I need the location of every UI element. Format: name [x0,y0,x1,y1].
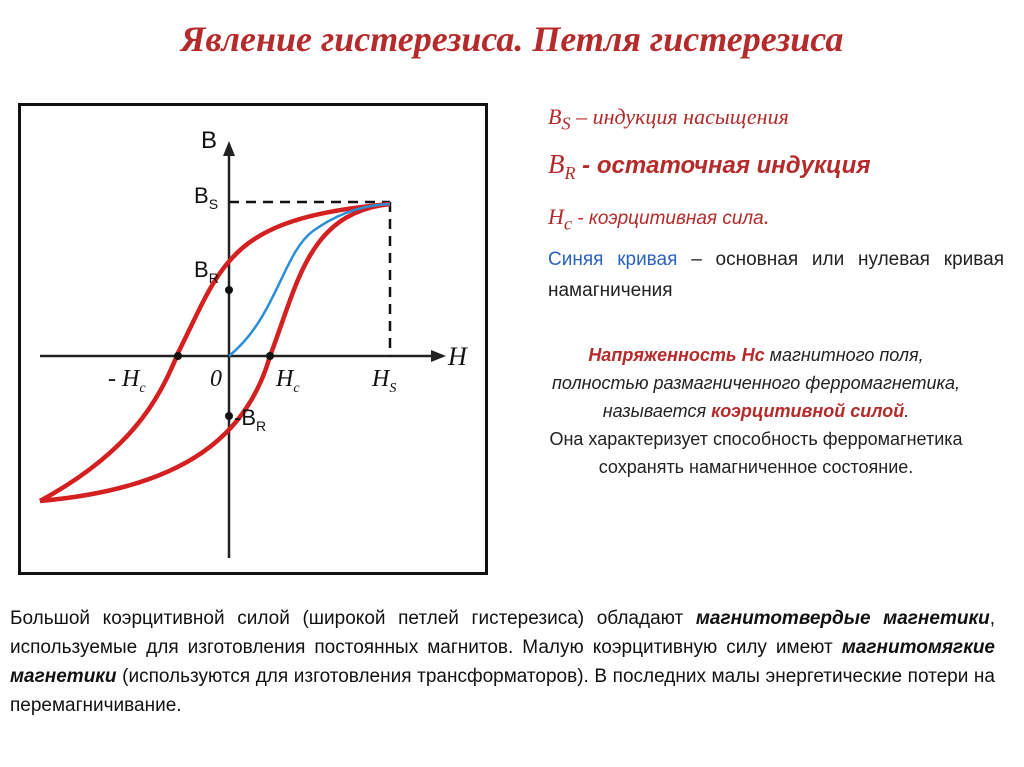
origin-label: 0 [210,366,222,392]
slide-title: Явление гистерезиса. Петля гистерезиса [180,19,844,59]
coercive-lead: Напряженность Hc [588,345,765,365]
br-point [225,286,233,294]
hc-point [266,352,274,360]
neg-br-label: $-B_R$ [234,405,267,434]
initial-magnetization-curve [229,204,390,356]
legend-br: $B_R$ - остаточная индукция [548,149,871,183]
legend-hc: $H_c$ - коэрцитивная сила. [548,204,770,234]
hs-label: $H_S$ [372,366,397,396]
neg-br-point [225,412,233,420]
hysteresis-loop-lower-branch [40,204,390,501]
diagram-frame [20,105,487,574]
br-label: $B_R$ [194,257,219,286]
hysteresis-loop-upper-branch [40,204,390,501]
initial-curve-note: Синяя кривая – основная или нулевая кривая намагничения [548,249,1004,301]
neg-hc-point [174,352,182,360]
hysteresis-diagram [18,103,488,575]
soft-magnets-term: магнитомягкие магнетики [10,637,995,687]
coercive-force-definition: Напряженность Hc магнитного поля, полностью размагниченного ферромагнетика, называется коэрцитивной силой. Она характеризует способность ферромагнетика сохранять намагниченное состояние. [549,345,963,477]
coercive-term: коэрцитивной силой [711,401,905,421]
h-axis-label: H [448,342,467,371]
legend-bs: $B_S$ – индукция насыщения [548,104,789,134]
bs-label: $B_S$ [194,183,219,212]
neg-hc-label: - $H_c$ [108,366,146,396]
bottom-paragraph: Большой коэрцитивной силой (широкой петлей гистерезиса) обладают магнитотвердые магнетики, используемые для изготовления постоянных магнитов. Малую коэрцитивную силу имеют магнитомягкие магнетики (используются для изготовления трансформаторов). В последних малы энергетические потери на перемагничивание. [10,608,995,716]
blue-curve-highlight: Синяя кривая [548,249,678,270]
b-axis-arrow [223,141,235,156]
h-axis-arrow [431,350,446,362]
hc-label: $H_c$ [276,366,300,396]
hard-magnets-term: магнитотвердые магнетики [695,608,990,629]
b-axis-label: B [201,127,218,154]
